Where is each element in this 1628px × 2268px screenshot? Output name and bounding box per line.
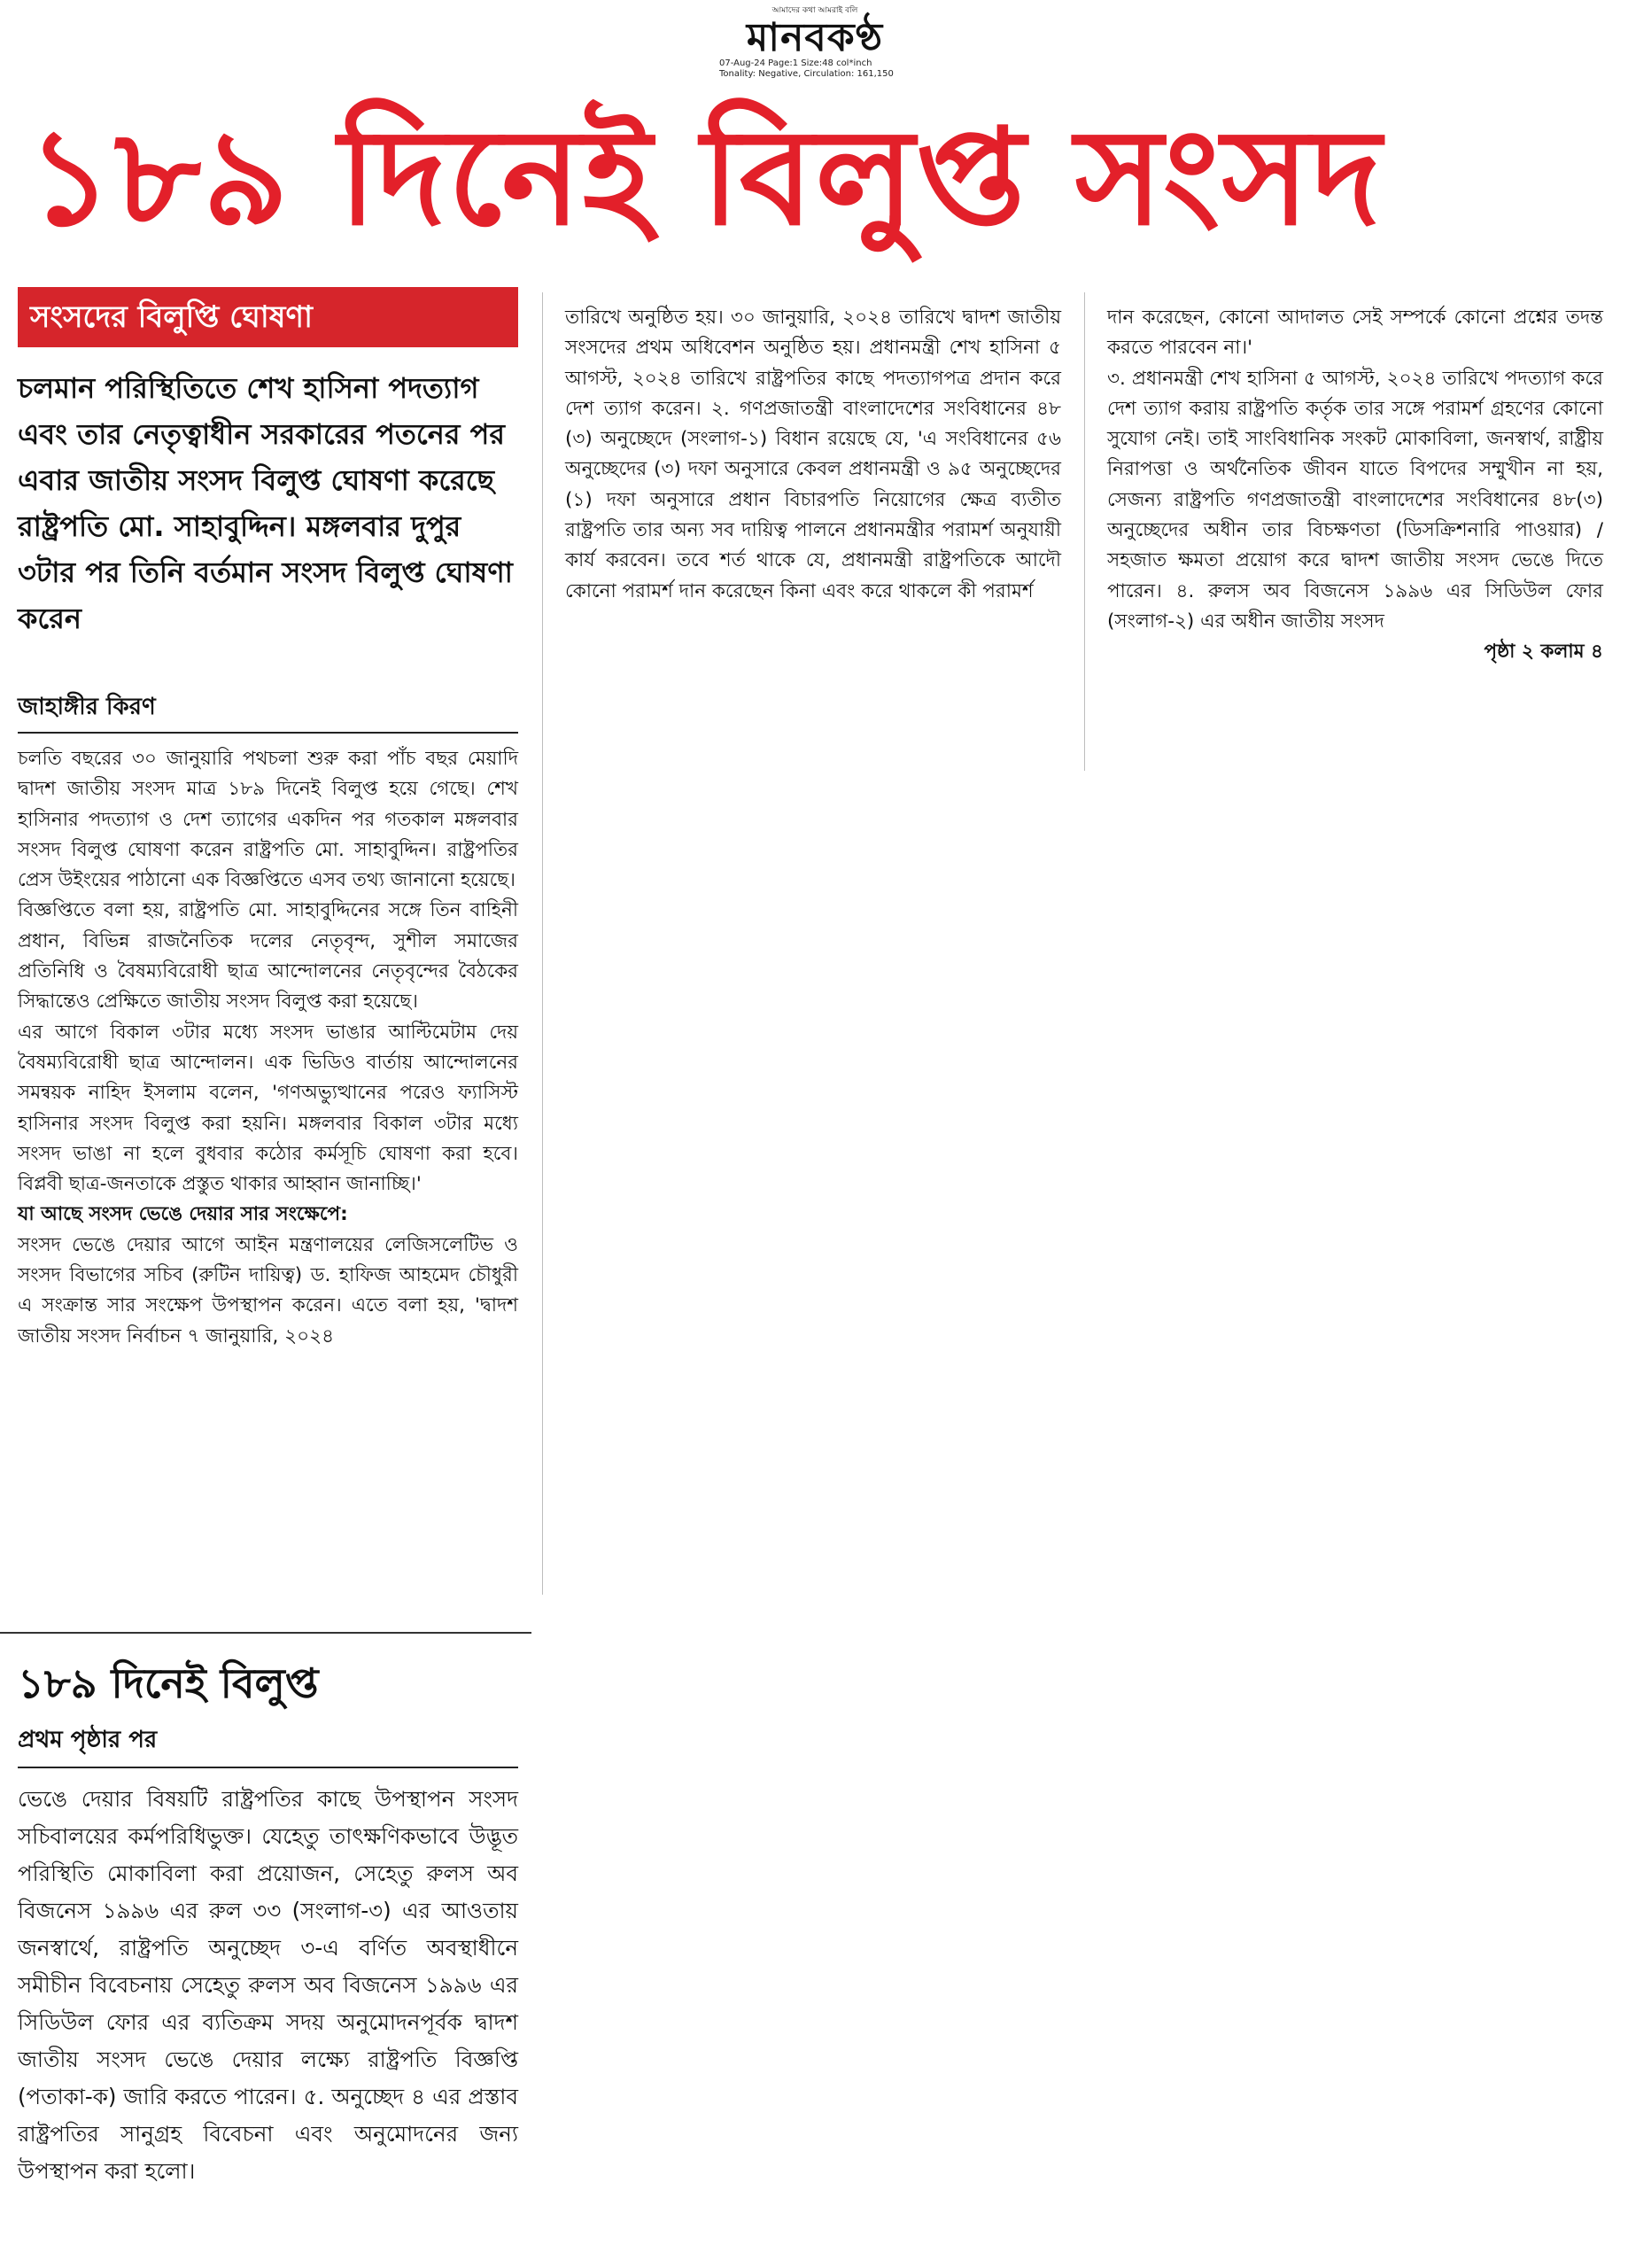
article-column-2 [565,303,1061,607]
col2-paragraph-1: তারিখে অনুষ্ঠিত হয়। ৩০ জানুয়ারি, ২০২৪ তারিখে দ্বাদশ জাতীয় সংসদের প্রথম অধিবেশন অনুষ্ঠিত হয়। প্রধানমন্ত্রী শেখ হাসিনা ৫ আগস্ট, ২০২৪ তারিখে রাষ্ট্রপতির কাছে পদত্যাগপত্র প্রদান করে দেশ ত্যাগ করেন। ২. গণপ্রজাতন্ত্রী বাংলাদেশের সংবিধানের ৪৮ (৩) অনুচ্ছেদে (সংলাগ-১) বিধান রয়েছে যে, 'এ সংবিধানের ৫৬ অনুচ্ছেদের (৩) দফা অনুসারে কেবল প্রধানমন্ত্রী ও ৯৫ অনুচ্ছেদের (১) দফা অনুসারে প্রধান বিচারপতি নিয়োগের ক্ষেত্র ব্যতীত রাষ্ট্রপতি তার অন্য সব দায়িত্ব পালনে প্রধানমন্ত্রীর পরামর্শ অনুযায়ী কার্য করবেন। তবে শর্ত থাকে যে, প্রধানমন্ত্রী রাষ্ট্রপতিকে আদৌ কোনো পরামর্শ দান করেছেন কিনা এবং করে থাকলে কী পরামর্শ [565,307,1061,602]
clipping-meta-line1: 07-Aug-24 Page:1 Size:48 col*inch [719,58,872,68]
newspaper-logo: মানবকণ্ঠ [746,15,884,60]
masthead [709,5,921,60]
jump-line: পৃষ্ঠা ২ কলাম ৪ [1484,641,1603,664]
lede-paragraph: চলমান পরিস্থিতিতে শেখ হাসিনা পদত্যাগ এবং তার নেতৃত্বাধীন সরকারের পতনের পর এবার জাতীয় সংসদ বিলুপ্ত ঘোষণা করেছে রাষ্ট্রপতি মো. সাহাবুদ্দিন। মঙ্গলবার দুপুর ৩টার পর তিনি বর্তমান সংসদ বিলুপ্ত ঘোষণা করেন [18,371,513,635]
col1-subheading: যা আছে সংসদ ভেঙে দেয়ার সার সংক্ষেপে: [18,1203,348,1226]
continuation-subheading: প্রথম পৃষ্ঠার পর [18,1722,518,1768]
section-separator [0,1632,531,1634]
col1-paragraph-3: এর আগে বিকাল ৩টার মধ্যে সংসদ ভাঙার আল্টিমেটাম দেয় বৈষম্যবিরোধী ছাত্র আন্দোলন। এক ভিডিও বার্তায় আন্দোলনের সমন্বয়ক নাহিদ ইসলাম বলেন, 'গণঅভ্যুত্থানের পরেও ফ্যাসিস্ট হাসিনার সংসদ বিলুপ্ত করা হয়নি। মঙ্গলবার বিকাল ৩টার মধ্যে সংসদ ভাঙা না হলে বুধবার কঠোর কর্মসূচি ঘোষণা করা হবে। বিপ্লবী ছাত্র-জনতাকে প্রস্তুত থাকার আহ্বান জানাচ্ছি।' [18,1021,518,1196]
continuation-body [18,1781,518,2190]
section-banner: সংসদের বিলুপ্তি ঘোষণা [18,287,518,347]
continuation-headline: ১৮৯ দিনেই বিলুপ্ত [18,1659,319,1707]
clipping-meta [719,58,1003,80]
article-column-3 [1107,303,1603,668]
main-headline: ১৮৯ দিনেই বিলুপ্ত সংসদ [27,101,1384,255]
continuation-paragraph: ভেঙে দেয়ার বিষয়টি রাষ্ট্রপতির কাছে উপস্থাপন সংসদ সচিবালয়ের কর্মপরিধিভুক্ত। যেহেতু তাৎক্ষণিকভাবে উদ্ভূত পরিস্থিতি মোকাবিলা করা প্রয়োজন, সেহেতু রুলস অব বিজনেস ১৯৯৬ এর রুল ৩৩ (সংলাগ-৩) এর আওতায় জনস্বার্থে, রাষ্ট্রপতি অনুচ্ছেদ ৩-এ বর্ণিত অবস্থাধীনে সমীচীন বিবেচনায় সেহেতু রুলস অব বিজনেস ১৯৯৬ এর সিডিউল ফোর এর ব্যতিক্রম সদয় অনুমোদনপূর্বক দ্বাদশ জাতীয় সংসদ ভেঙে দেয়ার লক্ষ্যে রাষ্ট্রপতি বিজ্ঞপ্তি (পতাকা-ক) জারি করতে পারেন। ৫. অনুচ্ছেদ ৪ এর প্রস্তাব রাষ্ট্রপতির সানুগ্রহ বিবেচনা এবং অনুমোদনের জন্য উপস্থাপন করা হলো। [18,1786,518,2184]
column-divider [1084,292,1085,771]
clipping-meta-line2: Tonality: Negative, Circulation: 161,150 [719,69,894,79]
col1-paragraph-4: সংসদ ভেঙে দেয়ার আগে আইন মন্ত্রণালয়ের লেজিসলেটিভ ও সংসদ বিভাগের সচিব (রুটিন দায়িত্ব) ড. হাফিজ আহমেদ চৌধুরী এ সংক্রান্ত সার সংক্ষেপ উপস্থাপন করেন। এতে বলা হয়, 'দ্বাদশ জাতীয় সংসদ নির্বাচন ৭ জানুয়ারি, ২০২৪ [18,1233,518,1348]
column-divider [542,292,543,1595]
masthead-tagline: আমাদের কথা আমরাই বলি [771,6,858,15]
col1-paragraph-1: চলতি বছরের ৩০ জানুয়ারি পথচলা শুরু করা পাঁচ বছর মেয়াদি দ্বাদশ জাতীয় সংসদ মাত্র ১৮৯ দিনেই বিলুপ্ত হয়ে গেছে। শেখ হাসিনার পদত্যাগ ও দেশ ত্যাগের একদিন পর গতকাল মঙ্গলবার সংসদ বিলুপ্ত ঘোষণা করেন রাষ্ট্রপতি মো. সাহাবুদ্দিন। রাষ্ট্রপতির প্রেস উইংয়ের পাঠানো এক বিজ্ঞপ্তিতে এসব তথ্য জানানো হয়েছে। [18,748,518,892]
col3-paragraph-2: ৩. প্রধানমন্ত্রী শেখ হাসিনা ৫ আগস্ট, ২০২৪ তারিখে পদত্যাগ করে দেশ ত্যাগ করায় রাষ্ট্রপতি কর্তৃক তার সঙ্গে পরামর্শ গ্রহণের কোনো সুযোগ নেই। তাই সাংবিধানিক সংকট মোকাবিলা, জনস্বার্থ, রাষ্ট্রীয় নিরাপত্তা ও অর্থনৈতিক জীবন যাতে বিপদের সম্মুখীন না হয়, সেজন্য রাষ্ট্রপতি গণপ্রজাতন্ত্রী বাংলাদেশের সংবিধানের ৪৮(৩) অনুচ্ছেদের অধীন তার বিচক্ষণতা (ডিসক্রিশনারি পাওয়ার) / সহজাত ক্ষমতা প্রয়োগ করে দ্বাদশ জাতীয় সংসদ ভেঙে দিতে পারেন। ৪. রুলস অব বিজনেস ১৯৯৬ এর সিডিউল ফোর (সংলাগ-২) এর অধীন জাতীয় সংসদ [1107,367,1603,633]
article-column-1 [18,744,518,1352]
col1-paragraph-2: বিজ্ঞপ্তিতে বলা হয়, রাষ্ট্রপতি মো. সাহাবুদ্দিনের সঙ্গে তিন বাহিনী প্রধান, বিভিন্ন রাজনৈতিক দলের নেতৃবৃন্দ, সুশীল সমাজের প্রতিনিধি ও বৈষম্যবিরোধী ছাত্র আন্দোলনের নেতৃবৃন্দের বৈঠকের সিদ্ধান্তেও প্রেক্ষিতে জাতীয় সংসদ বিলুপ্ত করা হয়েছে। [18,899,518,1014]
col3-paragraph-1: দান করেছেন, কোনো আদালত সেই সম্পর্কে কোনো প্রশ্নের তদন্ত করতে পারবেন না।' [1107,307,1603,360]
byline: জাহাঙ্গীর কিরণ [18,689,518,734]
